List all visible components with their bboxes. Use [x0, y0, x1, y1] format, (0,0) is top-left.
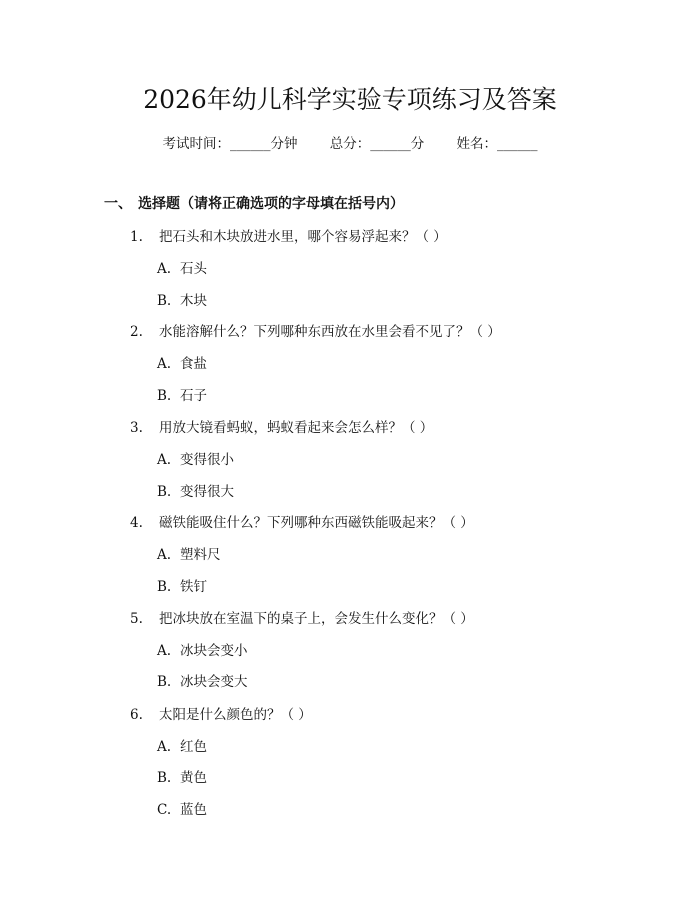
option-letter: A. — [157, 739, 172, 755]
option-letter: B. — [157, 770, 172, 786]
option-text: 铁钉 — [180, 579, 207, 595]
option-text: 木块 — [180, 293, 207, 309]
option-letter: C. — [157, 802, 172, 818]
question-text: 太阳是什么颜色的？（ ） — [159, 707, 312, 723]
total-score-field: 总分：______分 — [329, 136, 425, 152]
section-title: 选择题（请将正确选项的字母填在括号内） — [138, 196, 404, 212]
option-text: 冰块会变小 — [180, 643, 248, 659]
question-3 — [130, 416, 433, 436]
question-number: 6. — [130, 707, 143, 723]
option-6c — [157, 798, 207, 818]
question-number: 2. — [130, 324, 143, 340]
question-text: 用放大镜看蚂蚁，蚂蚁看起来会怎么样？（ ） — [159, 420, 434, 436]
option-letter: A. — [157, 261, 172, 277]
option-letter: B. — [157, 674, 172, 690]
option-letter: A. — [157, 547, 172, 563]
option-text: 食盐 — [180, 356, 207, 372]
question-text: 把冰块放在室温下的桌子上，会发生什么变化？（ ） — [159, 611, 474, 627]
option-2b — [157, 384, 207, 404]
option-text: 冰块会变大 — [180, 674, 248, 690]
option-text: 石头 — [180, 261, 207, 277]
option-letter: B. — [157, 484, 172, 500]
option-text: 变得很小 — [180, 452, 234, 468]
option-2a — [157, 352, 207, 372]
option-text: 蓝色 — [180, 802, 207, 818]
option-5a — [157, 639, 248, 659]
question-text: 水能溶解什么？下列哪种东西放在水里会看不见了？（ ） — [159, 324, 501, 340]
option-letter: A. — [157, 643, 172, 659]
exam-time-field: 考试时间：______分钟 — [162, 136, 298, 152]
section-number: 一、 — [104, 196, 132, 212]
question-4 — [130, 511, 474, 531]
option-3a — [157, 448, 234, 468]
question-1 — [130, 225, 447, 245]
question-2 — [130, 320, 501, 340]
question-5 — [130, 607, 474, 627]
option-letter: B. — [157, 388, 172, 404]
question-number: 1. — [130, 229, 143, 245]
option-text: 红色 — [180, 739, 207, 755]
option-text: 变得很大 — [180, 484, 234, 500]
question-text: 磁铁能吸住什么？下列哪种东西磁铁能吸起来？（ ） — [159, 515, 474, 531]
option-4b — [157, 575, 207, 595]
exam-info — [0, 132, 700, 152]
student-name-field: 姓名：______ — [456, 136, 538, 152]
option-text: 塑料尺 — [180, 547, 221, 563]
option-1b — [157, 289, 207, 309]
question-number: 5. — [130, 611, 143, 627]
page-title: 2026年幼儿科学实验专项练习及答案 — [143, 85, 557, 114]
section-heading — [104, 193, 404, 213]
option-letter: B. — [157, 293, 172, 309]
option-letter: B. — [157, 579, 172, 595]
option-4a — [157, 543, 221, 563]
option-1a — [157, 257, 207, 277]
option-5b — [157, 670, 248, 690]
option-6a — [157, 735, 207, 755]
question-number: 3. — [130, 420, 143, 436]
option-3b — [157, 480, 234, 500]
question-text: 把石头和木块放进水里，哪个容易浮起来？（ ） — [159, 229, 447, 245]
option-text: 石子 — [180, 388, 207, 404]
question-number: 4. — [130, 515, 143, 531]
option-6b — [157, 766, 207, 786]
option-letter: A. — [157, 356, 172, 372]
option-text: 黄色 — [180, 770, 207, 786]
question-6 — [130, 703, 312, 723]
option-letter: A. — [157, 452, 172, 468]
